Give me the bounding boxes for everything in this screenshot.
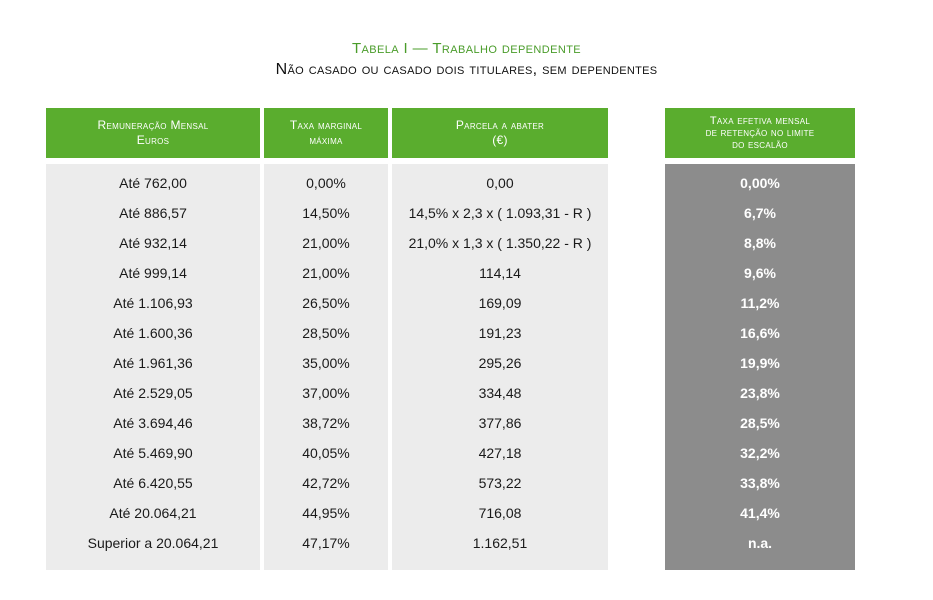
cell-taxa-efetiva: 6,7%	[744, 205, 776, 221]
cell-taxa-marginal: 26,50%	[302, 295, 350, 311]
header-taxa-efetiva-line1: Taxa efetiva mensal	[709, 115, 811, 127]
cell-taxa-efetiva: 11,2%	[740, 295, 780, 311]
cell-taxa-marginal: 44,95%	[302, 505, 350, 521]
cell-taxa-efetiva: 33,8%	[740, 475, 780, 491]
cell-remuneracao: Até 6.420,55	[113, 475, 193, 491]
header-parcela	[392, 108, 608, 158]
cell-taxa-marginal: 42,72%	[302, 475, 350, 491]
cell-parcela: 21,0% x 1,3 x ( 1.350,22 - R )	[408, 235, 592, 251]
cell-taxa-efetiva: 41,4%	[740, 505, 780, 521]
cell-remuneracao: Até 5.469,90	[113, 445, 193, 461]
header-taxa-efetiva	[665, 108, 855, 158]
header-taxa-marginal-line2: máxima	[309, 133, 343, 147]
cell-taxa-marginal: 38,72%	[302, 415, 350, 431]
cell-remuneracao: Até 2.529,05	[113, 385, 193, 401]
cell-remuneracao: Até 3.694,46	[113, 415, 193, 431]
cell-remuneracao: Até 1.600,36	[113, 325, 193, 341]
cell-taxa-efetiva: 0,00%	[740, 175, 780, 191]
cell-taxa-marginal: 21,00%	[302, 235, 350, 251]
table-subtitle: Não casado ou casado dois titulares, sem dependentes	[275, 61, 658, 78]
cell-parcela: 114,14	[479, 265, 521, 281]
cell-remuneracao: Até 999,14	[119, 265, 187, 281]
cell-taxa-efetiva: 32,2%	[740, 445, 780, 461]
cell-parcela: 0,00	[486, 175, 514, 191]
header-remuneracao-line1: Remuneração Mensal	[97, 118, 209, 132]
cell-parcela: 14,5% x 2,3 x ( 1.093,31 - R )	[408, 205, 592, 221]
cell-remuneracao: Até 1.961,36	[113, 355, 193, 371]
cell-taxa-efetiva: 9,6%	[744, 265, 776, 281]
header-parcela-line1: Parcela a abater	[455, 118, 545, 132]
cell-parcela: 427,18	[478, 445, 522, 461]
header-remuneracao	[46, 108, 260, 158]
cell-parcela: 716,08	[478, 505, 522, 521]
cell-taxa-marginal: 47,17%	[302, 535, 350, 551]
cell-remuneracao: Superior a 20.064,21	[87, 535, 219, 551]
header-taxa-marginal-line1: Taxa marginal	[289, 118, 363, 132]
header-remuneracao-line2: Euros	[136, 133, 170, 147]
cell-parcela: 169,09	[478, 295, 522, 311]
cell-parcela: 1.162,51	[472, 535, 528, 551]
cell-parcela: 377,86	[478, 415, 522, 431]
cell-parcela: 295,26	[478, 355, 522, 371]
cell-taxa-marginal: 21,00%	[302, 265, 350, 281]
cell-taxa-marginal: 37,00%	[302, 385, 350, 401]
cell-parcela: 191,23	[478, 325, 522, 341]
cell-taxa-marginal: 0,00%	[306, 175, 346, 191]
cell-taxa-marginal: 28,50%	[302, 325, 350, 341]
cell-taxa-efetiva: 8,8%	[744, 235, 776, 251]
header-taxa-efetiva-line3: do escalão	[732, 139, 788, 151]
table-title: Tabela I — Trabalho dependente	[351, 40, 582, 57]
cell-parcela: 334,48	[478, 385, 522, 401]
cell-remuneracao: Até 1.106,93	[113, 295, 193, 311]
cell-taxa-efetiva: 23,8%	[740, 385, 780, 401]
cell-taxa-marginal: 40,05%	[302, 445, 350, 461]
header-parcela-line2: (€)	[492, 133, 508, 147]
header-taxa-efetiva-line2: de retenção no limite	[705, 127, 815, 139]
header-taxa-marginal	[264, 108, 388, 158]
cell-remuneracao: Até 762,00	[119, 175, 187, 191]
cell-taxa-marginal: 14,50%	[302, 205, 350, 221]
cell-taxa-marginal: 35,00%	[302, 355, 350, 371]
cell-taxa-efetiva: n.a.	[747, 535, 773, 551]
cell-remuneracao: Até 886,57	[119, 205, 187, 221]
cell-taxa-efetiva: 19,9%	[740, 355, 780, 371]
cell-taxa-efetiva: 28,5%	[740, 415, 780, 431]
cell-taxa-efetiva: 16,6%	[740, 325, 780, 341]
cell-remuneracao: Até 20.064,21	[109, 505, 197, 521]
cell-parcela: 573,22	[478, 475, 522, 491]
cell-remuneracao: Até 932,14	[119, 235, 187, 251]
